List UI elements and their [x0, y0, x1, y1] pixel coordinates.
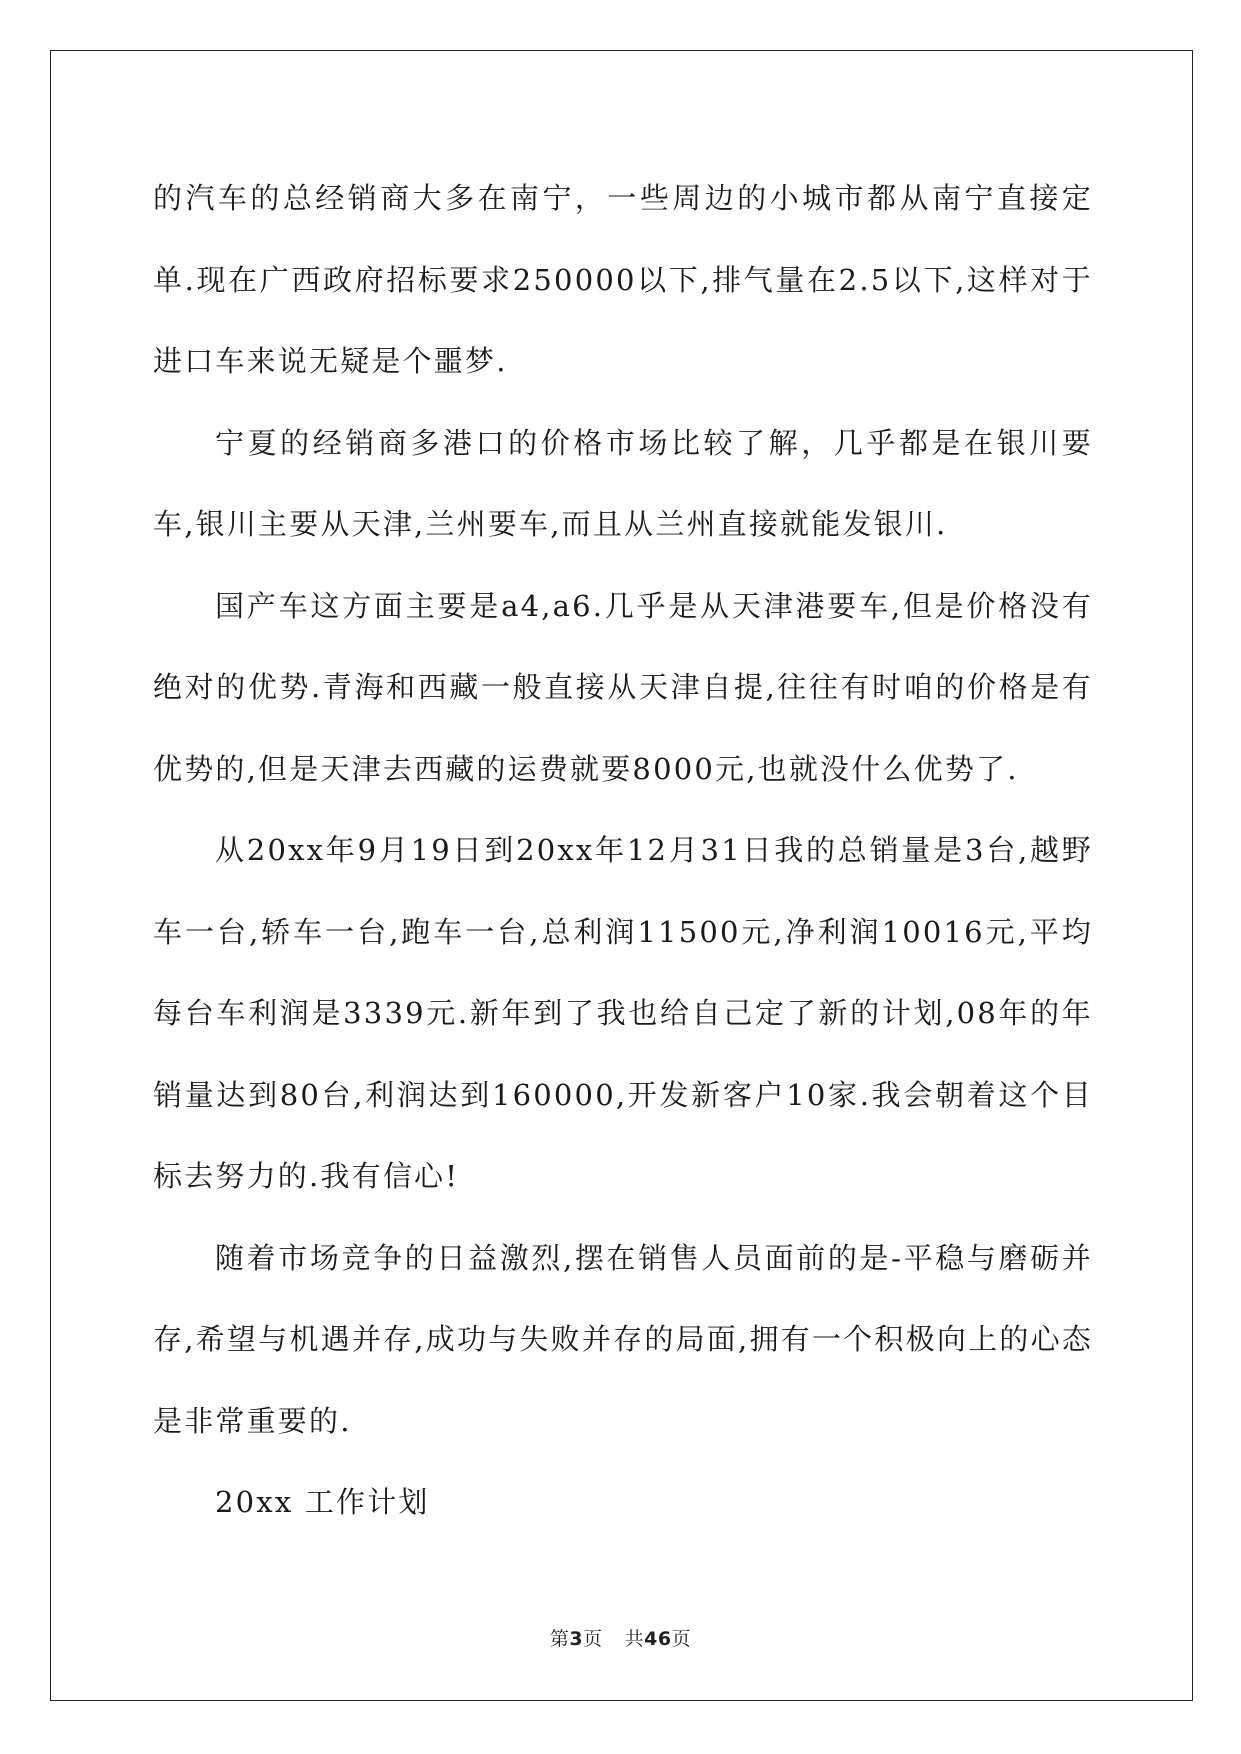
- paragraph-5: 随着市场竞争的日益激烈,摆在销售人员面前的是-平稳与磨砺并存,希望与机遇并存,成功与失败并存的局面,拥有一个积极向上的心态是非常重要的.: [153, 1240, 1093, 1438]
- paragraph-2: 宁夏的经销商多港口的价格市场比较了解，几乎都是在银川要车,银川主要从天津,兰州要车,而且从兰州直接就能发银川.: [153, 425, 1093, 541]
- footer-page-suffix: 页: [583, 1628, 603, 1650]
- current-page-number: 3: [569, 1628, 584, 1650]
- document-body: [153, 158, 1093, 1544]
- paragraph-4: 从20xx年9月19日到20xx年12月31日我的总销量是3台,越野车一台,轿车一台,跑车一台,总利润11500元,净利润10016元,平均每台车利润是3339元.新年到了我也给自己定了新的计划,08年的年销量达到80台,利润达到160000,开发新客户10家.我会朝着这个目标去努力的.我有信心!: [153, 833, 1093, 1193]
- paragraph-3: 国产车这方面主要是a4,a6.几乎是从天津港要车,但是价格没有绝对的优势.青海和西藏一般直接从天津自提,往往有时咱的价格是有优势的,但是天津去西藏的运费就要8000元,也就没什么优势了.: [153, 588, 1093, 786]
- paragraph-1: 的汽车的总经销商大多在南宁，一些周边的小城市都从南宁直接定单.现在广西政府招标要求250000以下,排气量在2.5以下,这样对于进口车来说无疑是个噩梦.: [153, 181, 1093, 378]
- footer-total-prefix: 共: [624, 1628, 645, 1650]
- footer-prefix: 第: [549, 1628, 570, 1650]
- page-footer: [0, 1624, 1241, 1651]
- section-heading: 20xx 工作计划: [215, 1485, 430, 1519]
- total-pages-number: 46: [644, 1628, 672, 1650]
- footer-total-suffix: 页: [671, 1628, 692, 1650]
